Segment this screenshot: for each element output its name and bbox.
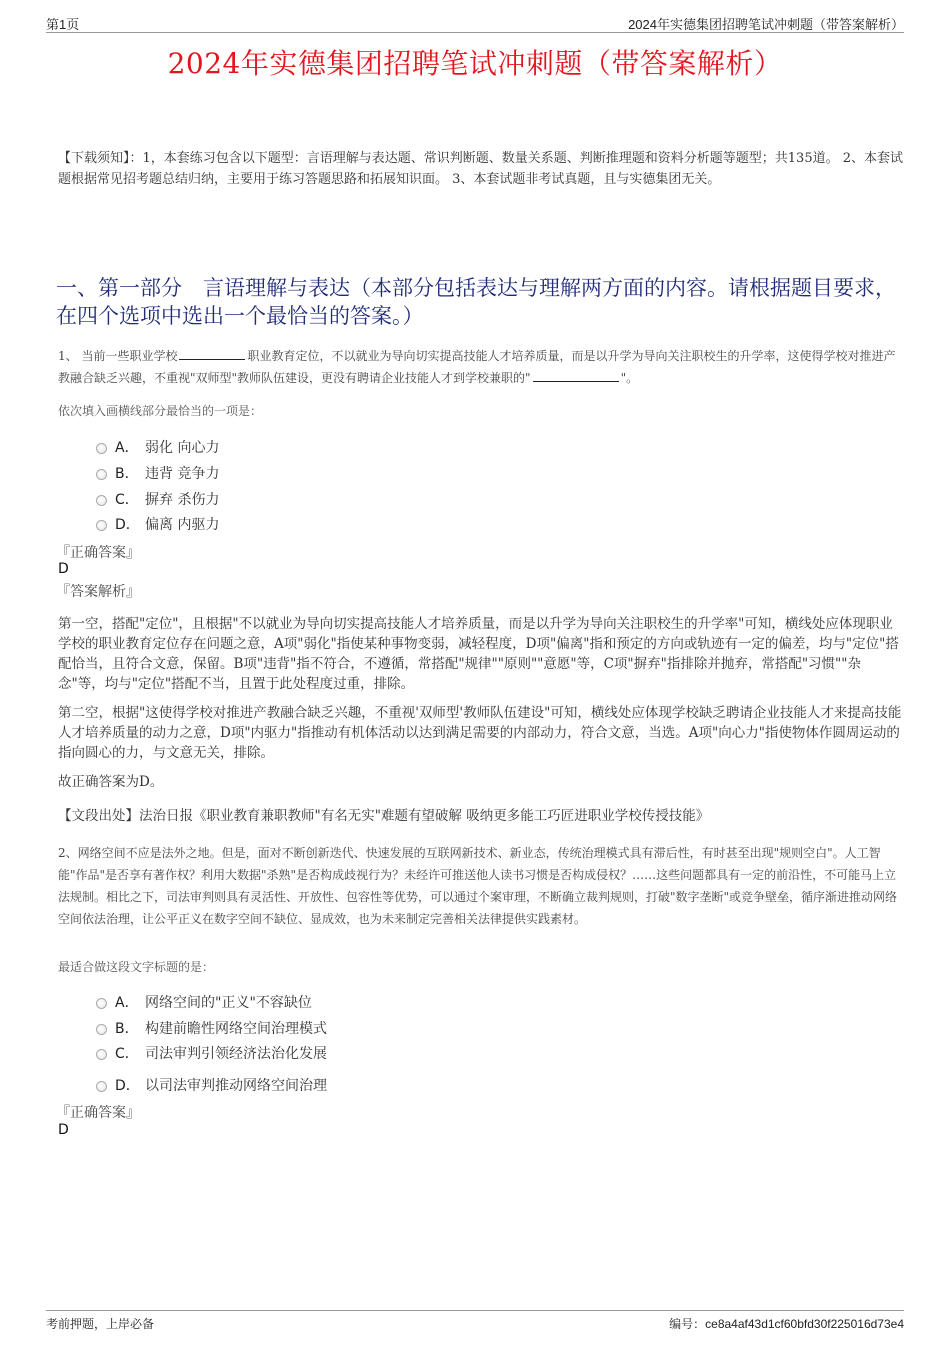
page-number: 第1页 (46, 17, 80, 32)
download-notice: 【下载须知】：1，本套练习包含以下题型：言语理解与表达题、常识判断题、数量关系题、判断推理题和资料分析题等题型；共135道。 2、本套试题根据常见招考题总结归纳，主要用于练习答题思路和拓展知识面。 3、本套试题非考试真题，且与实德集团无关。 (58, 151, 903, 187)
footer-slogan: 考前押题，上岸必备 (46, 1317, 155, 1331)
correct-answer: D (58, 561, 69, 577)
page-footer (46, 1310, 904, 1335)
question-1-stem: 1、 当前一些职业学校 职业教育定位，不以就业为导向切实提高技能人才培养质量，而是以升学为导向关注职校生的升学率，这使得学校对推进产教融合缺乏兴趣，不重视"双师型"教师队伍建设，更没有聘请企业技能人才到学校兼职的" "。 (58, 349, 896, 385)
question-2-stem: 2、网络空间不应是法外之地。但是，面对不断创新迭代、快速发展的互联网新技术、新业态，传统治理模式具有滞后性，有时甚至出现"规则空白"。人工智能"作品"是否享有著作权？利用大数据"杀熟"是否构成歧视行为？未经许可推送他人读书习惯是否构成侵权？……这些问题都具有一定的前沿性，不可能马上立法规制。相比之下，司法审判则具有灵活性、开放性、包容性等优势，可以通过个案审理，不断确立裁判规则，打破"数字垄断"或竞争壁垒，循序渐进推动网络空间依法治理，让公平正义在数字空间不缺位、显成效，也为未来制定完善相关法律提供实践素材。 (58, 846, 898, 926)
option-a[interactable]: A． 网络空间的"正义"不容缺位 (96, 992, 312, 1012)
page-title: 2024年实德集团招聘笔试冲刺题（带答案解析） (167, 47, 783, 80)
radio-icon[interactable] (96, 1049, 107, 1060)
footer-serial: 编号：ce8a4af43d1cf60bfd30f225016d73e4 (669, 1317, 904, 1331)
option-d[interactable]: D． 以司法审判推动网络空间治理 (96, 1075, 327, 1095)
analysis-label: 『答案解析』 (56, 584, 140, 600)
page-header (46, 12, 904, 33)
option-c[interactable]: C． 司法审判引领经济法治化发展 (96, 1043, 327, 1063)
question-2-prompt: 最适合做这段文字标题的是： (58, 960, 215, 974)
analysis-conclusion: 故正确答案为D。 (58, 774, 164, 790)
option-b[interactable]: B． 构建前瞻性网络空间治理模式 (96, 1018, 327, 1038)
radio-icon[interactable] (96, 998, 107, 1009)
radio-icon[interactable] (96, 520, 107, 531)
analysis-paragraph-1: 第一空，搭配"定位"，且根据"不以就业为导向切实提高技能人才培养质量，而是以升学为导向关注职校生的升学率"可知，横线处应体现职业学校的职业教育定位存在问题之意，A项"弱化"指使某种事物变弱，减轻程度，D项"偏离"指和预定的方向或轨迹有一定的偏差，均与"定位"搭配恰当，且符合文意，保留。B项"违背"指不符合，不遵循，常搭配"规律""原则""意愿"等，C项"摒弃"指排除并抛弃，常搭配"习惯""杂念"等，均与"定位"搭配不当，且置于此处程度过重，排除。 (58, 616, 899, 692)
radio-icon[interactable] (96, 443, 107, 454)
radio-icon[interactable] (96, 1024, 107, 1035)
radio-icon[interactable] (96, 1081, 107, 1092)
correct-answer-label: 『正确答案』 (56, 545, 140, 561)
question-1-prompt: 依次填入画横线部分最恰当的一项是： (58, 404, 263, 418)
correct-answer: D (58, 1122, 69, 1138)
source-citation: 【文段出处】法治日报《职业教育兼职教师"有名无实"难题有望破解 吸纳更多能工巧匠进职业学校传授技能》 (58, 808, 710, 824)
option-d[interactable]: D． 偏离 内驱力 (96, 514, 219, 534)
option-c[interactable]: C． 摒弃 杀伤力 (96, 489, 219, 509)
radio-icon[interactable] (96, 469, 107, 480)
fill-blank-2 (533, 369, 619, 382)
correct-answer-label: 『正确答案』 (56, 1105, 140, 1121)
option-b[interactable]: B． 违背 竞争力 (96, 463, 219, 483)
section-heading: 一、第一部分 言语理解与表达（本部分包括表达与理解两方面的内容。请根据题目要求，在四个选项中选出一个最恰当的答案。） (56, 276, 896, 328)
radio-icon[interactable] (96, 495, 107, 506)
analysis-paragraph-2: 第二空，根据"这使得学校对推进产教融合缺乏兴趣，不重视'双师型'教师队伍建设"可知，横线处应体现学校缺乏聘请企业技能人才来提高技能人才培养质量的动力之意，D项"内驱力"指推动有机体活动以达到满足需要的内部动力，符合文意，当选。A项"向心力"指使物体作圆周运动的指向圆心的力，与文意无关，排除。 (58, 705, 902, 761)
header-doc-title: 2024年实德集团招聘笔试冲刺题（带答案解析） (628, 17, 904, 32)
option-a[interactable]: A． 弱化 向心力 (96, 437, 219, 457)
fill-blank-1 (179, 347, 245, 360)
